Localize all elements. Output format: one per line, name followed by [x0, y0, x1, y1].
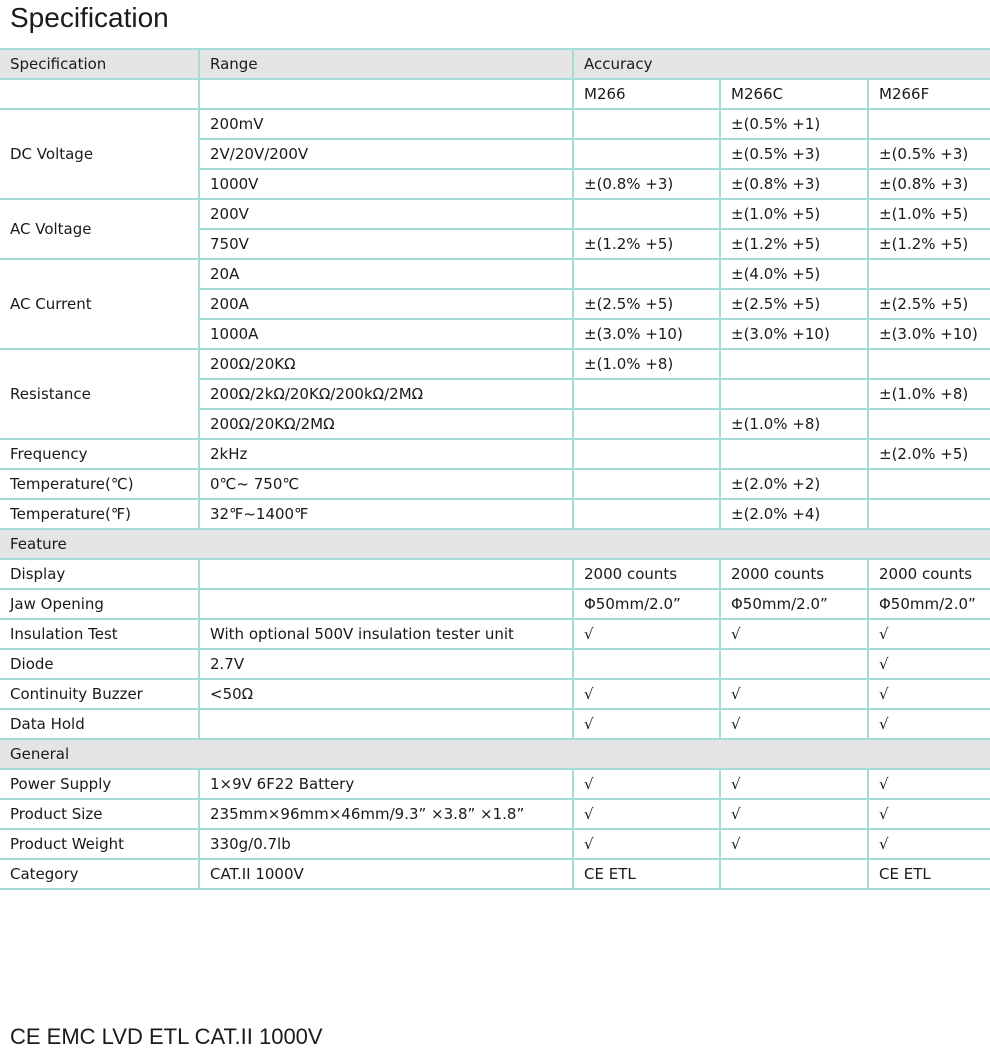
m266f-cell: ±(2.5% +5): [868, 289, 990, 319]
m266-cell: [573, 649, 720, 679]
table-row: [0, 469, 990, 499]
table-row: [0, 859, 990, 889]
m266c-cell: 2000 counts: [720, 559, 868, 589]
m266c-cell: ±(0.8% +3): [720, 169, 868, 199]
m266-cell: [573, 139, 720, 169]
model-row: [0, 79, 990, 109]
m266f-cell: [868, 499, 990, 529]
m266c-cell: [720, 859, 868, 889]
row-label-frequency: Frequency: [0, 439, 199, 469]
m266c-cell: √: [720, 679, 868, 709]
range-cell: 200Ω/2kΩ/20KΩ/200kΩ/2MΩ: [199, 379, 573, 409]
table-row: [0, 439, 990, 469]
m266f-cell: ±(1.2% +5): [868, 229, 990, 259]
range-cell: [199, 589, 573, 619]
m266-cell: [573, 259, 720, 289]
row-label-continuity-buzzer: Continuity Buzzer: [0, 679, 199, 709]
m266c-cell: ±(2.0% +2): [720, 469, 868, 499]
header-range: Range: [199, 49, 573, 79]
specification-table: [0, 48, 990, 890]
m266c-cell: ±(1.0% +5): [720, 199, 868, 229]
m266-cell: √: [573, 829, 720, 859]
table-row: [0, 559, 990, 589]
m266c-cell: √: [720, 799, 868, 829]
m266f-cell: √: [868, 829, 990, 859]
m266c-cell: ±(0.5% +1): [720, 109, 868, 139]
range-cell: 0℃~ 750℃: [199, 469, 573, 499]
range-cell: 200V: [199, 199, 573, 229]
m266f-cell: Φ50mm/2.0”: [868, 589, 990, 619]
row-label-insulation-test: Insulation Test: [0, 619, 199, 649]
m266f-cell: CE ETL: [868, 859, 990, 889]
m266-cell: Φ50mm/2.0”: [573, 589, 720, 619]
m266f-cell: ±(3.0% +10): [868, 319, 990, 349]
certifications-footer: CE EMC LVD ETL CAT.II 1000V: [10, 1024, 323, 1049]
m266c-cell: ±(1.0% +8): [720, 409, 868, 439]
model-m266c: M266C: [720, 79, 868, 109]
range-cell: 200Ω/20KΩ: [199, 349, 573, 379]
m266-cell: CE ETL: [573, 859, 720, 889]
m266f-cell: √: [868, 649, 990, 679]
table-cell: [0, 79, 199, 109]
range-cell: 1×9V 6F22 Battery: [199, 769, 573, 799]
range-cell: 200A: [199, 289, 573, 319]
model-m266: M266: [573, 79, 720, 109]
m266c-cell: ±(3.0% +10): [720, 319, 868, 349]
range-cell: 200Ω/20KΩ/2MΩ: [199, 409, 573, 439]
range-cell: 20A: [199, 259, 573, 289]
range-cell: 2kHz: [199, 439, 573, 469]
m266c-cell: [720, 439, 868, 469]
m266-cell: [573, 379, 720, 409]
row-label-resistance: Resistance: [0, 349, 199, 439]
row-label-jaw-opening: Jaw Opening: [0, 589, 199, 619]
m266-cell: [573, 499, 720, 529]
m266c-cell: √: [720, 709, 868, 739]
m266-cell: [573, 409, 720, 439]
model-m266f: M266F: [868, 79, 990, 109]
table-header-row: [0, 49, 990, 79]
m266f-cell: ±(1.0% +5): [868, 199, 990, 229]
table-row: [0, 619, 990, 649]
m266-cell: √: [573, 679, 720, 709]
m266c-cell: √: [720, 769, 868, 799]
range-cell: 1000V: [199, 169, 573, 199]
m266-cell: ±(0.8% +3): [573, 169, 720, 199]
table-row: [0, 589, 990, 619]
row-label-diode: Diode: [0, 649, 199, 679]
table-row: [0, 709, 990, 739]
m266-cell: [573, 439, 720, 469]
row-label-temperature-f: Temperature(℉): [0, 499, 199, 529]
range-cell: 32℉~1400℉: [199, 499, 573, 529]
section-header-feature: [0, 529, 990, 559]
row-label-ac-voltage: AC Voltage: [0, 199, 199, 259]
header-accuracy: Accuracy: [573, 49, 990, 79]
range-cell: 2V/20V/200V: [199, 139, 573, 169]
m266c-cell: √: [720, 619, 868, 649]
m266f-cell: [868, 349, 990, 379]
m266-cell: √: [573, 799, 720, 829]
table-row: [0, 649, 990, 679]
table-row: [0, 199, 990, 229]
row-label-category: Category: [0, 859, 199, 889]
m266-cell: ±(2.5% +5): [573, 289, 720, 319]
m266f-cell: √: [868, 799, 990, 829]
m266-cell: √: [573, 619, 720, 649]
m266f-cell: ±(1.0% +8): [868, 379, 990, 409]
table-row: [0, 349, 990, 379]
range-cell: CAT.II 1000V: [199, 859, 573, 889]
m266c-cell: ±(0.5% +3): [720, 139, 868, 169]
m266f-cell: [868, 259, 990, 289]
section-header-general: [0, 739, 990, 769]
m266c-cell: √: [720, 829, 868, 859]
m266f-cell: 2000 counts: [868, 559, 990, 589]
m266-cell: ±(3.0% +10): [573, 319, 720, 349]
m266c-cell: ±(2.5% +5): [720, 289, 868, 319]
range-cell: With optional 500V insulation tester unit: [199, 619, 573, 649]
row-label-ac-current: AC Current: [0, 259, 199, 349]
m266c-cell: Φ50mm/2.0”: [720, 589, 868, 619]
m266-cell: √: [573, 769, 720, 799]
table-cell: [199, 79, 573, 109]
range-cell: <50Ω: [199, 679, 573, 709]
row-label-temperature-c: Temperature(℃): [0, 469, 199, 499]
m266f-cell: [868, 469, 990, 499]
m266f-cell: √: [868, 709, 990, 739]
m266c-cell: [720, 349, 868, 379]
m266f-cell: √: [868, 619, 990, 649]
section-title: Feature: [0, 529, 990, 559]
m266f-cell: √: [868, 679, 990, 709]
m266c-cell: ±(1.2% +5): [720, 229, 868, 259]
range-cell: 200mV: [199, 109, 573, 139]
range-cell: [199, 559, 573, 589]
m266-cell: 2000 counts: [573, 559, 720, 589]
row-label-dc-voltage: DC Voltage: [0, 109, 199, 199]
m266f-cell: ±(0.5% +3): [868, 139, 990, 169]
table-row: [0, 109, 990, 139]
m266c-cell: [720, 649, 868, 679]
m266f-cell: ±(0.8% +3): [868, 169, 990, 199]
m266c-cell: ±(4.0% +5): [720, 259, 868, 289]
row-label-data-hold: Data Hold: [0, 709, 199, 739]
table-row: [0, 799, 990, 829]
range-cell: 330g/0.7lb: [199, 829, 573, 859]
range-cell: 2.7V: [199, 649, 573, 679]
range-cell: [199, 709, 573, 739]
range-cell: 235mm×96mm×46mm/9.3” ×3.8” ×1.8”: [199, 799, 573, 829]
m266-cell: ±(1.2% +5): [573, 229, 720, 259]
table-row: [0, 499, 990, 529]
row-label-product-weight: Product Weight: [0, 829, 199, 859]
m266c-cell: [720, 379, 868, 409]
m266-cell: ±(1.0% +8): [573, 349, 720, 379]
row-label-product-size: Product Size: [0, 799, 199, 829]
m266-cell: √: [573, 709, 720, 739]
page-title: Specification: [10, 2, 169, 33]
table-row: [0, 769, 990, 799]
m266-cell: [573, 199, 720, 229]
m266-cell: [573, 469, 720, 499]
table-row: [0, 259, 990, 289]
range-cell: 1000A: [199, 319, 573, 349]
m266f-cell: ±(2.0% +5): [868, 439, 990, 469]
m266f-cell: [868, 409, 990, 439]
m266c-cell: ±(2.0% +4): [720, 499, 868, 529]
header-specification: Specification: [0, 49, 199, 79]
m266f-cell: [868, 109, 990, 139]
range-cell: 750V: [199, 229, 573, 259]
m266-cell: [573, 109, 720, 139]
row-label-display: Display: [0, 559, 199, 589]
section-title: General: [0, 739, 990, 769]
table-row: [0, 829, 990, 859]
row-label-power-supply: Power Supply: [0, 769, 199, 799]
table-row: [0, 679, 990, 709]
m266f-cell: √: [868, 769, 990, 799]
